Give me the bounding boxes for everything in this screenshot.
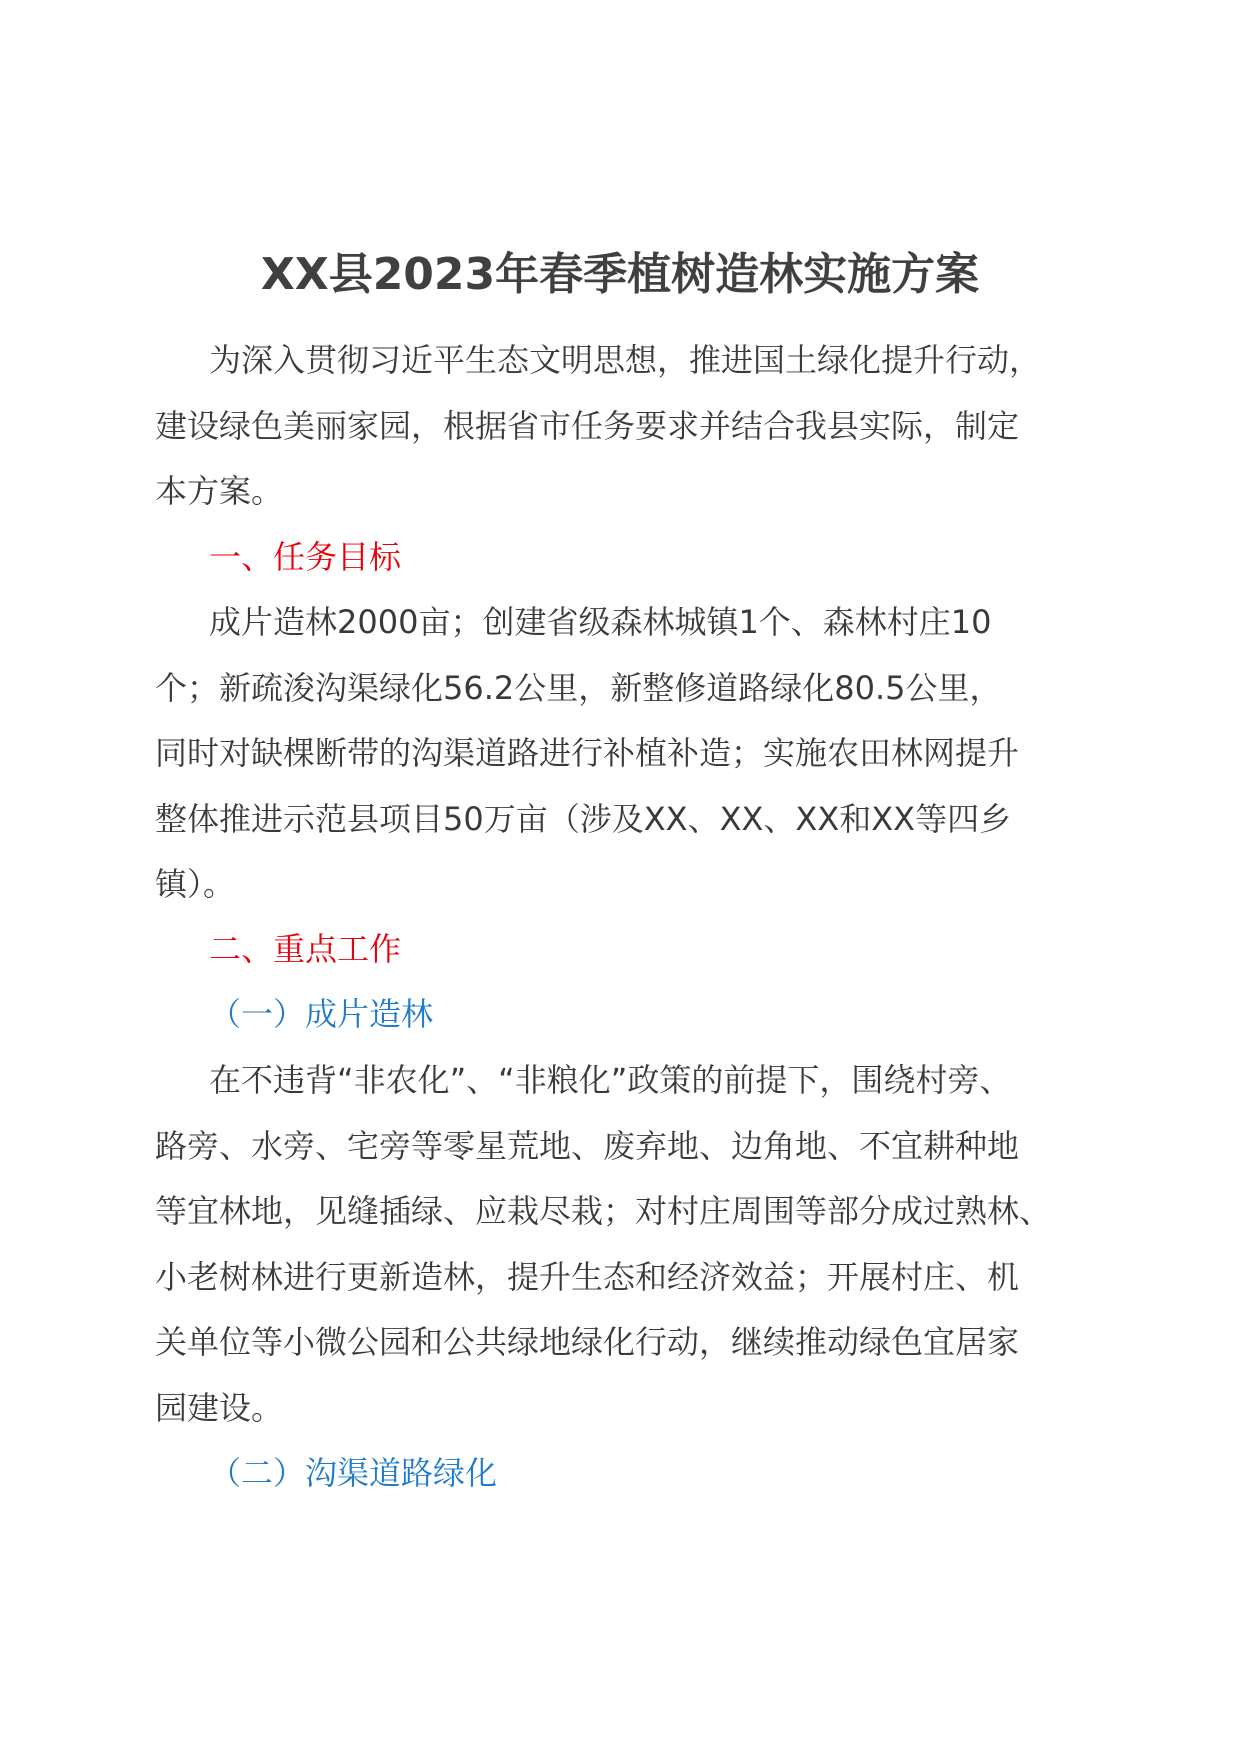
intro-paragraph <box>155 328 1105 525</box>
paragraph-line: 园建设。 <box>155 1388 284 1427</box>
intro-line: 本方案。 <box>155 472 284 510</box>
section-heading: 一、任务目标 <box>209 538 402 576</box>
paragraph-line: 整体推进示范县项目50万亩（涉及XX、XX、XX和XX等四乡 <box>155 799 1012 838</box>
paragraph-line: 在不违背“非农化”、“非粮化”政策的前提下，围绕村旁、 <box>209 1061 1012 1099</box>
paragraph-line: 成片造林2000亩；创建省级森林城镇1个、森林村庄10 <box>209 603 992 641</box>
subsection-heading: （二）沟渠道路绿化 <box>209 1454 498 1492</box>
section1-heading-block <box>155 525 1105 591</box>
paragraph-line: 镇）。 <box>155 865 236 903</box>
intro-line: 建设绿色美丽家园，根据省市任务要求并结合我县实际，制定 <box>155 406 1020 445</box>
paragraph-line: 关单位等小微公园和公共绿地绿化行动，继续推动绿色宜居家 <box>155 1323 1020 1361</box>
section2-heading-block <box>155 917 1105 983</box>
section-heading: 二、重点工作 <box>209 930 402 968</box>
subsection2-heading-block <box>155 1441 1105 1507</box>
section1-paragraph <box>155 590 1105 918</box>
paragraph-line: 个；新疏浚沟渠绿化56.2公里，新整修道路绿化80.5公里， <box>155 668 1002 707</box>
subsection-heading: （一）成片造林 <box>209 995 434 1033</box>
subsection1-heading-block <box>155 982 1105 1048</box>
paragraph-line: 等宜林地，见缝插绿、应栽尽栽；对村庄周围等部分成过熟林、 <box>155 1192 1052 1230</box>
paragraph-line: 同时对缺棵断带的沟渠道路进行补植补造；实施农田林网提升 <box>155 734 1020 772</box>
intro-line: 为深入贯彻习近平生态文明思想，推进国土绿化提升行动， <box>209 341 1042 379</box>
document-title: XX县2023年春季植树造林实施方案 <box>260 249 980 300</box>
paragraph-line: 小老树林进行更新造林，提升生态和经济效益；开展村庄、机 <box>155 1257 1020 1296</box>
subsection1-paragraph <box>155 1048 1105 1441</box>
paragraph-line: 路旁、水旁、宅旁等零星荒地、废弃地、边角地、不宜耕种地 <box>155 1126 1020 1165</box>
